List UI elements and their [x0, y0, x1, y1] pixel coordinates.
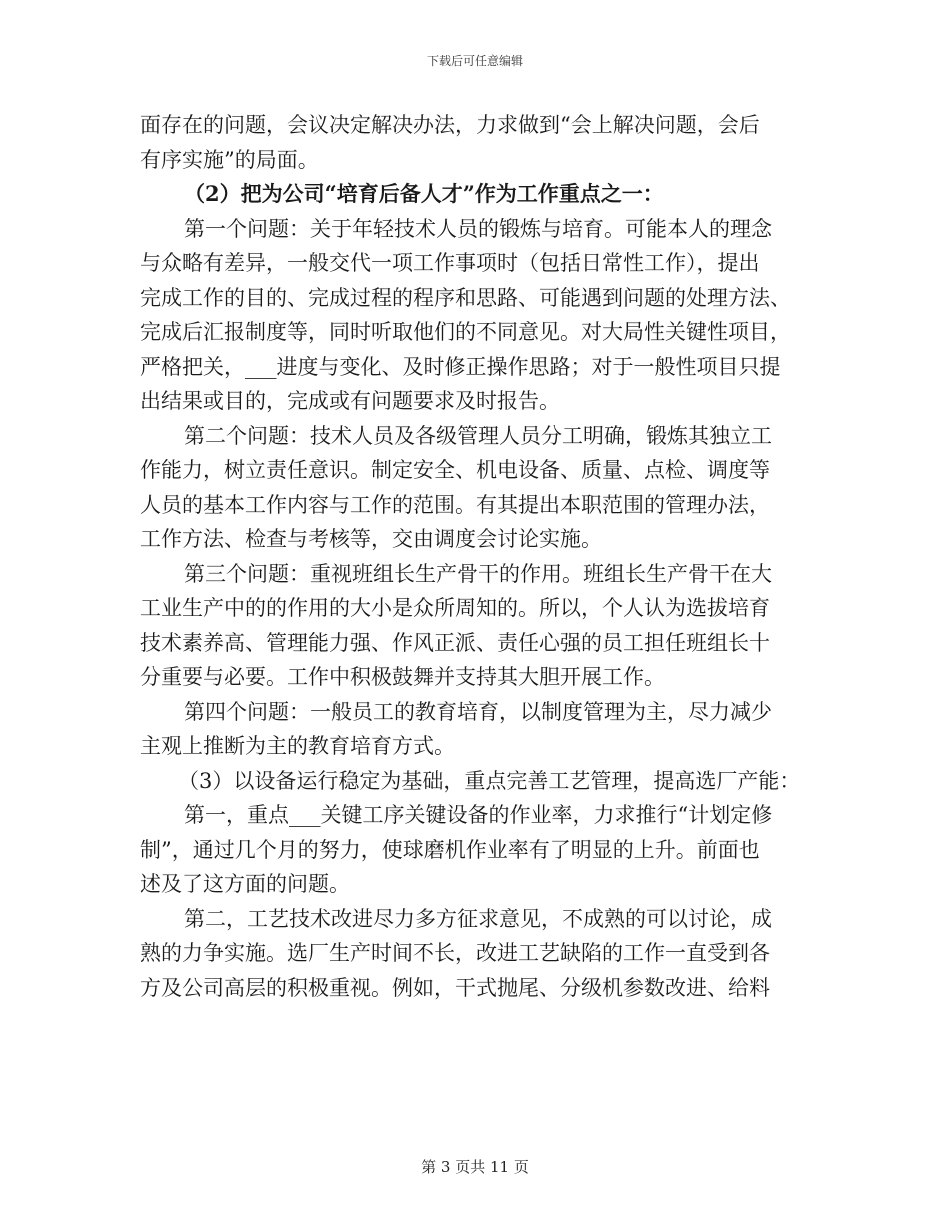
text-line: 技术素养高、管理能力强、作风正派、责任心强的员工担任班组长十 — [140, 630, 770, 655]
page-header: 下载后可任意编辑 — [426, 54, 523, 68]
text-line: 严格把关，___进度与变化、及时修正操作思路；对于一般性项目只提 — [140, 354, 781, 379]
text-line: 第四个问题：一般员工的教育培育，以制度管理为主，尽力减少 — [184, 699, 772, 724]
document-body — [140, 108, 820, 1005]
text-line: 第一，重点___关键工序关键设备的作业率，力求推行“计划定修 — [184, 803, 773, 827]
text-line: 第二，工艺技术改进尽力多方征求意见，不成熟的可以讨论，成 — [184, 906, 772, 931]
text-line: 第二个问题：技术人员及各级管理人员分工明确，锻炼其独立工 — [184, 423, 772, 448]
text-line: 工作方法、检查与考核等，交由调度会讨论实施。 — [140, 527, 602, 551]
text-line: 工业生产中的的作用的大小是众所周知的。所以，个人认为选拔培育 — [140, 596, 770, 620]
text-line: 完成后汇报制度等，同时听取他们的不同意见。对大局性关键性项目， — [140, 320, 791, 344]
text-line: 面存在的问题，会议决定解决办法，力求做到“会上解决问题，会后 — [140, 113, 760, 137]
page-footer: 第 3 页共 11 页 — [421, 1158, 529, 1176]
text-line: 述及了这方面的问题。 — [140, 872, 350, 896]
text-line: 作能力，树立责任意识。制定安全、机电设备、质量、点检、调度等 — [140, 458, 770, 482]
text-line: （2）把为公司“培育后备人才”作为工作重点之一： — [184, 181, 664, 206]
text-line: 方及公司高层的积极重视。例如，干式抛尾、分级机参数改进、给料 — [140, 975, 770, 1000]
text-line: 第一个问题：关于年轻技术人员的锻炼与培育。可能本人的理念 — [184, 216, 772, 241]
text-line: 出结果或目的，完成或有问题要求及时报告。 — [140, 389, 560, 413]
text-line: （3）以设备运行稳定为基础，重点完善工艺管理，提高选厂产能： — [178, 768, 801, 793]
text-line: 有序实施”的局面。 — [140, 147, 319, 172]
text-line: 与众略有差异，一般交代一项工作事项时（包括日常性工作），提出 — [140, 251, 760, 275]
text-line: 第三个问题：重视班组长生产骨干的作用。班组长生产骨干在大 — [184, 561, 772, 586]
text-line: 完成工作的目的、完成过程的程序和思路、可能遇到问题的处理方法、 — [140, 285, 791, 310]
text-line: 分重要与必要。工作中积极鼓舞并支持其大胆开展工作。 — [140, 665, 665, 689]
text-line: 人员的基本工作内容与工作的范围。有其提出本职范围的管理办法， — [140, 492, 770, 517]
text-line: 熟的力争实施。选厂生产时间不长，改进工艺缺陷的工作一直受到各 — [140, 941, 770, 965]
text-line: 主观上推断为主的教育培育方式。 — [140, 734, 455, 758]
text-line: 制”，通过几个月的努力，使球磨机作业率有了明显的上升。前面也 — [140, 837, 760, 862]
